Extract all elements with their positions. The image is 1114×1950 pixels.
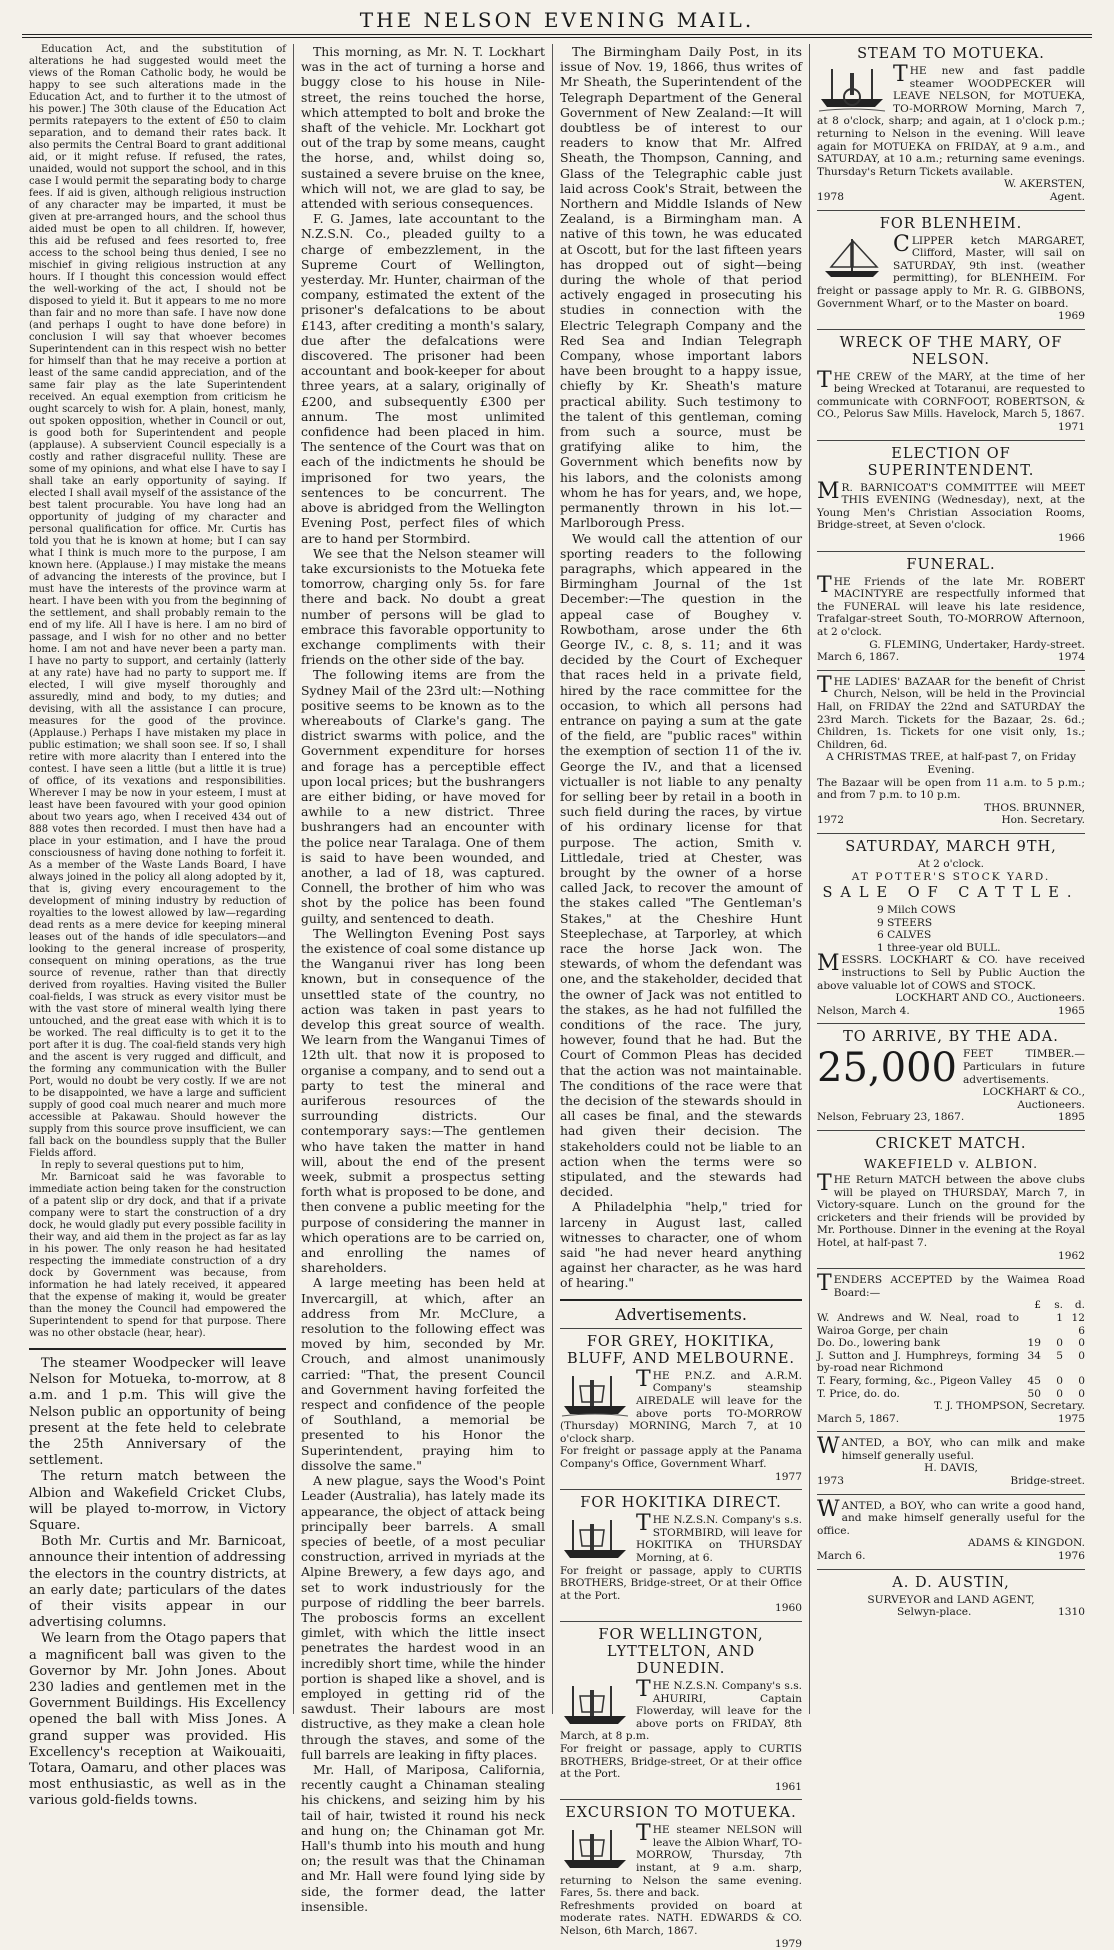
masthead: THE NELSON EVENING MAIL. (359, 8, 755, 32)
steamship-icon (560, 1682, 630, 1728)
ad-steam-motueka (817, 46, 1085, 204)
ad-heading: A. D. AUSTIN, (892, 1574, 1010, 1591)
ad-heading: STEAM TO MOTUEKA. (857, 46, 1045, 62)
drop-cap: T (893, 62, 908, 87)
tenders-table (817, 1299, 1085, 1400)
ad-bazaar (817, 672, 1085, 827)
ad-body: HE Return MATCH between the above clubs will be played on THURSDAY, March 7, in Victory-square. Lunch on the ground for the cricketers and their friends will be provided by Mr. Porthouse. Dinner in the evening at the Royal Hotel, at half-past 7. (817, 1174, 1085, 1249)
ad-footer: For freight or passage, apply to CURTIS BROTHERS, Bridge-street, Or at their office at the Port. (560, 1742, 802, 1781)
column-header: s. (1054, 1299, 1063, 1312)
ad-signature: LOCKHART & CO., Auctioneers. (982, 1086, 1085, 1111)
news-paragraph: The steamer Woodpecker will leave Nelson for Motueka, to-morrow, at 8 a.m. and 1 p.m. This will give the Nelson public an opportunity of being present at the fete held to celebrate the 25th Anniversary of the settlement. (29, 1356, 286, 1469)
ad-heading: SATURDAY, MARCH 9TH, (845, 838, 1057, 855)
ad-role: Agent. (1049, 190, 1085, 203)
column-1 (22, 44, 294, 1809)
ad-body: ANTED, a BOY, who can milk and make himself generally useful. (841, 1437, 1085, 1462)
timber-quantity: 25,000 (817, 1045, 957, 1092)
ad-divider (817, 440, 1085, 441)
column-4 (810, 44, 1092, 1714)
paddle-steamer-icon (817, 67, 887, 113)
ad-hokitika-direct (560, 1495, 802, 1615)
ad-wanted-boy-2 (817, 1496, 1085, 1563)
news-paragraph: The following items are from the Sydney Mail of the 23rd ult:—Nothing positive seems to be known as to the whereabouts of Clarke's gang. The district swarms with police, and the Government expenditure for horses and forage has a perceptible effect upon local prices; but the bushrangers are either biding, or have moved for awhile to a new district. Three bushrangers had an encounter with the police near Taralaga. One of them is said to have been wounded, and another, a lad of 18, was captured. Connell, the brother of him who was shot by the police has been found guilty, and sentenced to death. (301, 667, 545, 926)
ad-number: 1973 (817, 1475, 844, 1488)
ad-funeral (817, 557, 1085, 664)
column-2 (294, 44, 553, 1914)
ad-footer: For freight or passage apply at the Panama Company's Office, Government Wharf. (560, 1445, 802, 1471)
table-row (817, 1375, 1085, 1388)
ad-body: LIPPER ketch MARGARET, Clifford, Master, will sail on SATURDAY, 9th inst. (weather permitting), for BLENHEIM. For freight or passage apply to Mr. R. G. GIBBONS, Government Wharf, or to the Master on board. (817, 234, 1085, 310)
ad-number: 1965 (1058, 1004, 1085, 1017)
ad-heading: CRICKET MATCH. (875, 1136, 1027, 1152)
ad-divider (817, 329, 1085, 330)
table-row (817, 1350, 1085, 1375)
table-row (817, 1337, 1085, 1350)
news-paragraph: F. G. James, late accountant to the N.Z.S.N. Co., pleaded guilty to a charge of embezzlement, in the Supreme Court of Wellington, yesterday. Mr. Hunter, chairman of the company, estimated the extent of the prisoner's defalcations to be about £143, after crediting a month's salary, due after the defalcations were discovered. The prisoner had been accountant and book-keeper for about three years, at a salary, originally of £200, and subsequently £300 per annum. The most unlimited confidence had been placed in him. The sentence of the Court was that on each of the indictments he should be imprisoned for two years, the sentences to be concurrent. The above is abridged from the Wellington Evening Post, perfect files of which are to hand per Stormbird. (301, 211, 545, 546)
ad-number: 1974 (1058, 651, 1085, 664)
tender-pounds: 45 (1027, 1374, 1041, 1387)
ad-line: AT POTTER'S STOCK YARD. (851, 870, 1051, 883)
news-paragraph: We would call the attention of our sporting readers to the following paragraphs, which appeared in the Birmingham Journal of the 1st December:—The question in the appeal case of Boughey v. Rowbotham, arose under the 6th George IV., c. 8, s. 11; and it was decided by the Court of Exchequer that races held in a private field, hired by the race committee for the occasion, to which all persons had entrance on paying a sum at the gate of the field, are "public races" within the exemption of section 11 of the iv. George the IV., and that a licensed victualler is not liable to any penalty for selling beer by retail in a booth in such field during the races, by virtue of his ordinary license for that purpose. The action, Smith v. Littledale, tried at Chester, was brought by the owner of a horse called Jack, to recover the amount of the stakes called "The Gentleman's Stakes," at the Cheshire Hunt Steeplechase, at Tarporley, at which race the horse Jack won. The stewards, of whom the defendant was one, and the stakeholder, decided that the owner of Jack was not entitled to the stakes, as he had not fulfilled the conditions of the race. The jury, however, found that he had. But the Court of Common Pleas has decided that the action was not maintainable. The conditions of the race were that the decision of the stewards should in all cases be final, and the stewards had given their decision. The stakeholders could not be liable to an action when the terms were so stipulated, and the stewards had decided. (560, 530, 802, 1200)
news-paragraph: We learn from the Otago papers that a magnificent ball was given to the Governor by Mr. John Jones. About 230 ladies and gentlemen met in the Government Buildings. His Excellency opened the ball with Miss Jones. A grand supper was provided. His Excellency's reception at Waikouaiti, Totara, Oamaru, and other places was most enthusiastic, as well as in the various gold-fields towns. (29, 1631, 286, 1809)
drop-cap: W (817, 1496, 840, 1522)
column-3 (553, 44, 810, 1950)
table-row (817, 1312, 1085, 1337)
ad-divider (817, 670, 1085, 671)
ad-heading: WRECK OF THE MARY, OF NELSON. (839, 334, 1063, 368)
ad-line: The Bazaar will be open from 11 a.m. to 5 p.m.; and from 7 p.m. to 10 p.m. (817, 776, 1085, 802)
drop-cap: T (817, 572, 832, 598)
ad-timber (817, 1029, 1085, 1124)
news-paragraph: A large meeting has been held at Invercargill, at which, after an address from Mr. McClure, a resolution to the following effect was moved by him, seconded by Mr. Crouch, and almost unanimously carried: "That, the present Council and Government having forfeited the respect and confidence of the people of Southland, a memorial be presented to his Honor the Superintendent, praying him to dissolve the same." (301, 1275, 545, 1473)
columns (22, 44, 1092, 1950)
tender-name: T. Feary, forming, &c., Pigeon Valley (817, 1374, 1012, 1387)
ad-tenders (817, 1271, 1085, 1425)
speech-paragraph: Education Act, and the substitution of alterations he had suggested would meet the views of the Roman Catholic body, he would be happy to see such alterations made in the Education Act, and to further it to the utmost of his power.] The 30th clause of the Education Act permits ratepayers to the extent of £50 to claim separation, and to demand their rates back. It also permits the Central Board to grant additional aid, or it might refuse. If refused, the rates, unaided, would not support the school, and in this case I would permit the separating body to charge fees. If aid is given, although religious instruction of any character may be imparted, it must be given at pre-arranged hours, and the school thus aided must be open to all children. If, however, this aid be refused and fees resorted to, free access to the school being thus denied, I see no mischief in giving religious instruction at any hours. If I thought this concession would effect the well-working of the act, I should not be disposed to yield it. But it appears to me no more than fair and no more than safe. I have now done (and perhaps I ought to have done before) in conclusion I will say that whoever becomes Superintendent can in this respect wish no better for himself than that he may receive a portion at least of the same candid appreciation, and of the same fair play as the late Superintendent received. An equal exemption from criticism he ought scarcely to wish for. A plain, honest, manly, out spoken opposition, whether in Council or out, is good both for Superintendent and people (applause). A subservient Council especially is a costly and rather disgraceful nullity. These are some of my opinions, and what else I have to say I shall take an early opportunity of saying. If elected I shall avail myself of the assistance of the best talent procurable. You have long had an opportunity of judging of my character and personal qualification for office. Mr. Curtis has told you that he is known at home; but I can say what I think is much more to the purpose, I am known here. (Applause.) I may mistake the means of advancing the interests of the province, but I must have the interests of the province warm at heart. I have been with you from the beginning of the settlement, and shall probably remain to the end of my life. All I have is here. I am no bird of passage, and I wish for no other and no better home. I am not and have never been a party man. I have no party to support, and certainly (latterly at any rate) have had no party to support me. If elected, I will give myself thoroughly and assuredly, mind and body, to my duties; and devising, with all the assistance I can procure, measures for the good of the province. (Applause.) Perhaps I have mistaken my place in public estimation; we shall soon see. If so, I shall retire with more alacrity than I entered into the contest. I have seen a little (but a little it is true) of office, of its vexations and responsibilities. Wherever I may be now in your esteem, I must at least have been favoured with your good opinion about two years ago, when I received 434 out of 888 votes then recorded. I must then have had a place in your estimation, and I have the proud consciousness of having done nothing to forfeit it. As a member of the Waste Lands Board, I have always joined in the policy all along adopted by it, that is, giving every encouragement to the development of mining industry by reduction of royalties to the lowest allowed by law—regarding dead rents as a mere device for keeping mineral leases out of the hands of idle speculators—and looking to the general increase of prosperity, consequent on mining operations, as the true source of revenue, rather than that directly derived from royalties. Having visited the Buller coal-fields, I was struck as every visitor must be with the vast store of mineral wealth lying there untouched, and the great ease with which it is to be worked. The real difficulty is to get it to the port after it is dug. The coal-field stands very high and the ascent is very rugged and difficult, and the forming any communication with the Buller Port, would no doubt be very costly. If we are not to be disappointed, we have a large and sufficient supply of good coal much nearer and much more accessible at Pakawau. Should however the supply from this source prove insufficient, we can fall back on the boundless supply that the Buller Fields afford. (29, 44, 286, 1159)
ad-body: HE steamer NELSON will leave the Albion Wharf, TO-MORROW, Thursday, 7th instant, at 9 a.m. sharp, returning to Nelson the same evening. Fares, 5s. there and back. (560, 1824, 802, 1900)
tender-pounds: 50 (1027, 1387, 1041, 1400)
drop-cap: T (817, 672, 832, 698)
ad-date: Nelson, March 4. (817, 1004, 910, 1017)
cattle-item: 9 STEERS (877, 916, 933, 929)
speech-paragraph: In reply to several questions put to him, (41, 1160, 245, 1171)
ad-signature: THOS. BRUNNER, (984, 801, 1085, 814)
ad-number: 1976 (1058, 1550, 1085, 1563)
ad-divider (560, 1489, 802, 1490)
drop-cap: M (817, 951, 840, 977)
ad-heading: FOR HOKITIKA DIRECT. (580, 1495, 782, 1512)
ad-body: HE P.N.Z. and A.R.M. Company's steamship AIREDALE will leave for the above ports TO-MORROW (Thursday) MORNING, March 7, at 10 o'clock sharp. (560, 1369, 802, 1445)
tender-name: T. Price, do. do. (817, 1387, 900, 1400)
drop-cap: T (817, 1271, 832, 1297)
drop-cap: T (817, 1171, 832, 1196)
ad-cricket (817, 1136, 1085, 1262)
tender-pence: 0 (1078, 1349, 1085, 1362)
ad-body: HE Friends of the late Mr. ROBERT MACINTYRE are respectfully informed that the FUNERAL will leave his late residence, Trafalgar-street South, TO-MORROW Afternoon, at 2 o'clock. (817, 575, 1085, 638)
tender-shillings: 0 (1056, 1337, 1063, 1350)
ad-blenheim (817, 216, 1085, 323)
ad-divider (817, 1023, 1085, 1024)
ad-number: 1960 (775, 1602, 802, 1615)
ad-heading: FOR WELLINGTON, LYTTELTON, AND DUNEDIN. (598, 1626, 764, 1677)
cattle-item: 1 three-year old BULL. (877, 941, 1001, 954)
ad-body: ENDERS ACCEPTED by the Waimea Road Board:— (833, 1274, 1085, 1299)
ad-subheading: WAKEFIELD v. ALBION. (863, 1156, 1039, 1171)
ad-surveyor (817, 1575, 1085, 1619)
ad-number: 1979 (775, 1937, 802, 1950)
ad-body: FEET TIMBER.—Particulars in future advertisements. (962, 1048, 1085, 1086)
ad-signature: G. FLEMING, Undertaker, Hardy-street. (869, 638, 1085, 651)
drop-cap: W (817, 1434, 840, 1460)
ad-number: 1966 (1058, 532, 1085, 545)
ad-body: HE new and fast paddle steamer WOODPECKER will LEAVE NELSON, for MOTUEKA, TO-MORROW Morning, March 7, at 8 o'clock, sharp; and again, at 1 o'clock p.m.; returning to Nelson in the evening. Will leave again for MOTUEKA on FRIDAY, at 9 a.m., and SATURDAY, at 10 a.m.; returning same evenings. Thursday's Return Tickets available. (817, 65, 1085, 178)
ad-number: 1978 (817, 190, 844, 203)
ad-wanted-boy-1 (817, 1434, 1085, 1488)
news-paragraph: We see that the Nelson steamer will take excursionists to the Motueka fete tomorrow, charging only 5s. for fare there and back. No doubt a great number of persons will be glad to embrace this favorable opportunity to exchange compliments with their friends on the other side of the bay. (301, 545, 545, 668)
ad-body: HE N.Z.S.N. Company's s.s. AHURIRI, Captain Flowerday, will leave for the above ports on FRIDAY, 8th March, at 8 p.m. (560, 1679, 802, 1743)
steamship-icon (560, 1826, 630, 1872)
ad-divider (817, 1130, 1085, 1131)
speech-paragraph: Mr. Barnicoat said he was favorable to immediate action being taken for the construction of a patent slip or dry dock, and that if a private company were to start the construction of a dry dock, he would gladly put every possible facility in their way, and aid them in the project as far as lay in his power. The only reason he had hesitated respecting the immediate construction of a dry dock by Government was because, from information he had lately received, it appeared that the expense of making it, would be greater than the money the Council had empowered the Superintendent to spend for that purpose. There was no other obstacle (hear, hear). (29, 1172, 286, 1339)
table-row (817, 1388, 1085, 1401)
ad-number: 1969 (1058, 310, 1085, 323)
ad-body: R. BARNICOAT'S COMMITTEE will MEET THIS EVENING (Wednesday), next, at the Young Men's Christian Association Rooms, Bridge-street, at Seven o'clock. (817, 481, 1085, 532)
tender-shillings: 1 (1056, 1311, 1063, 1324)
ad-line: A CHRISTMAS TREE, at half-past 7, on Friday Evening. (826, 751, 1076, 776)
ad-divider (560, 1328, 802, 1329)
advertisements-heading: Advertisements. (615, 1304, 747, 1324)
ad-signature: LOCKHART AND CO., Auctioneers. (895, 992, 1085, 1005)
ad-line: SURVEYOR and LAND AGENT, (867, 1593, 1035, 1606)
ad-number: 1971 (1058, 421, 1085, 434)
tender-pounds: 34 (1027, 1349, 1041, 1362)
ad-divider (817, 1268, 1085, 1269)
news-paragraph: The Wellington Evening Post says the existence of coal some distance up the Wanganui river has long been known, but in consequence of the unsettled state of the country, no action was taken in past years to develop this great source of wealth. We learn from the Wanganui Times of 12th ult. that now it is proposed to organise a company, and to send out a party to test the mineral and auriferous resources of the surrounding districts. Our contemporary says:—The gentlemen who have taken the matter in hand will, about the end of the present week, submit a prospectus setting forth what is proposed to be done, and then convene a public meeting for the purpose of considering the manner in which operations are to be carried on, and enrolling the names of shareholders. (301, 925, 545, 1276)
ad-role: Hon. Secretary. (1001, 814, 1085, 827)
ad-date: Nelson, February 23, 1867. (817, 1111, 965, 1124)
ad-number: 1310 (1058, 1606, 1085, 1619)
news-paragraph: The return match between the Albion and Wakefield Cricket Clubs, will be played to-morrow, in Victory Square. (29, 1469, 286, 1534)
ad-number: 1895 (1058, 1111, 1085, 1124)
drop-cap: T (636, 1821, 651, 1847)
ad-footer: For freight or passage, apply to CURTIS BROTHERS, Bridge-street, Or at their Office at the Port. (560, 1564, 802, 1602)
drop-cap: T (636, 1511, 651, 1537)
ad-cattle-sale (817, 839, 1085, 1018)
ad-body: HE LADIES' BAZAAR for the benefit of Christ Church, Nelson, will be held in the Provincial Hall, on FRIDAY the 22nd and SATURDAY the 23rd March. Tickets for the Bazaar, 2s. 6d.; Children, 1s. Tickets for one visit only, 1s.; Children, 6d. (817, 675, 1085, 751)
ad-body: ESSRS. LOCKHART & CO. have received instructions to Sell by Public Auction the above valuable lot of COWS and STOCK. (817, 954, 1085, 992)
drop-cap: T (636, 1366, 651, 1392)
column-header: d. (1074, 1299, 1085, 1312)
ad-body: ANTED, a BOY, who can write a good hand, and make himself generally useful for the office. (817, 1499, 1085, 1537)
ad-signature: ADAMS & KINGDON. (967, 1537, 1085, 1550)
news-paragraph: The Birmingham Daily Post, in its issue of Nov. 19, 1866, thus writes of Mr Sheath, the Superintendent of the Telegraph Department of the General Government of New Zealand:—It will doubtless be of interest to our readers to know that Mr. Alfred Sheath, the Thompson, Canning, and Glass of the Telegraphic cable just laid across Cook's Strait, between the Northern and Middle Islands of New Zealand, is a Birmingham man. A native of this town, he was educated at Oscott, but for the last fifteen years has dropped out of sight—being during the whole of that period actively engaged in prosecuting his studies in connection with the Electric Telegraph Company and the Red Sea and Indian Telegraph Company, whose important labors have been brought to a happy issue, chiefly by Kr. Sheath's mature practical ability. Such testimony to the talent of this gentleman, coming from such a source, must be gratifying alike to him, the Government which benefits now by his labors, and the colonists among whom he has for years, and, we hope, permanently thrown in his lot.—Marlborough Press. (560, 44, 802, 531)
ad-divider (560, 1799, 802, 1800)
ad-number: 1977 (775, 1470, 802, 1483)
news-paragraph: Mr. Hall, of Mariposa, California, recently caught a Chinaman stealing his chickens, and seizing him by his tail of hair, twisted it round his neck and hung on; the Chinaman got Mr. Hall's thumb into his mouth and hung on; the result was that the Chinaman and Mr. Hall were found lying side by side, the former dead, the latter insensible. (301, 1761, 545, 1914)
column-divider (29, 1348, 286, 1350)
ad-body: HE N.Z.S.N. Company's s.s. STORMBIRD, will leave for HOKITIKA on THURSDAY Morning, at 6. (636, 1514, 802, 1564)
ad-divider (817, 1494, 1085, 1495)
drop-cap: M (817, 478, 840, 504)
column-header: £ (1034, 1299, 1041, 1312)
ad-heading: ELECTION OF SUPERINTENDENT. (867, 445, 1035, 479)
drop-cap: T (636, 1676, 651, 1702)
tender-pence: 0 (1078, 1387, 1085, 1400)
ad-divider (817, 1569, 1085, 1570)
ad-signature: H. DAVIS, (924, 1462, 978, 1475)
tender-name: W. Andrews and W. Neal, road to Wairoa Gorge, per chain (817, 1311, 1019, 1337)
ad-election (817, 446, 1085, 545)
ad-divider (817, 210, 1085, 211)
news-paragraph: Both Mr. Curtis and Mr. Barnicoat, announce their intention of addressing the electors in the country districts, at an early date; particulars of the dates of their visits appear in our advertising columns. (29, 1534, 286, 1631)
ad-wreck (817, 335, 1085, 434)
drop-cap: C (893, 231, 910, 257)
ad-number: 1961 (775, 1780, 802, 1793)
ad-address: Selwyn-place. (897, 1606, 972, 1619)
ad-grey-hokitika (560, 1334, 802, 1483)
ad-heading: SALE OF CATTLE. (822, 885, 1080, 902)
tender-pence: 12 6 (1071, 1311, 1085, 1337)
tender-pounds (1019, 1312, 1041, 1337)
tender-shillings: 0 (1056, 1374, 1063, 1387)
cattle-item: 6 CALVES (877, 929, 932, 942)
cattle-item: 9 Milch COWS (877, 904, 956, 917)
ad-body: HE CREW of the MARY, at the time of her being Wrecked at Totaranui, are requested to communicate with CORNFOOT, ROBERTSON, & CO., Pelorus Saw Mills. Havelock, March 5, 1867. (817, 370, 1085, 421)
ad-signature: W. AKERSTEN, (1003, 178, 1085, 191)
ad-date: March 6. (817, 1550, 866, 1563)
ad-divider (817, 833, 1085, 834)
steamship-icon (560, 1372, 630, 1418)
ad-line: At 2 o'clock. (918, 857, 984, 870)
tender-pence: 0 (1078, 1337, 1085, 1350)
drop-cap: T (817, 367, 832, 393)
tender-shillings: 5 (1056, 1349, 1063, 1362)
ad-footer: Refreshments provided on board at moderate rates. NATH. EDWARDS & CO. Nelson, 6th March, 1867. (560, 1899, 802, 1938)
ad-number: 1972 (817, 814, 844, 827)
tender-shillings: 0 (1056, 1387, 1063, 1400)
ad-heading: FOR BLENHEIM. (879, 215, 1023, 232)
tender-name: J. Sutton and J. Humphreys, forming by-road near Richmond (817, 1349, 1019, 1375)
ad-wellington (560, 1627, 802, 1793)
ad-date: March 5, 1867. (817, 1412, 900, 1425)
news-paragraph: A new plague, says the Wood's Point Leader (Australia), has lately made its appearance, the object of attack being principally beer barrels. A small species of beetle, of a most peculiar construction, arrived in myriads at the Alpine Brewery, a few days ago, and set to work industriously for the purpose of riddling the beer barrels. The proboscis forms an excellent gimlet, with which the little insect penetrates the hardest wood in an incredibly short time, while the hinder portion is shaped like a shovel, and is employed in getting rid of the sawdust. Their labours are most distructive, as they make a clean hole through the staves, and some of the full barrels are leaking in fifty places. (301, 1473, 545, 1762)
ad-divider (817, 551, 1085, 552)
tender-pence: 0 (1078, 1374, 1085, 1387)
ad-heading: EXCURSION TO MOTUEKA. (565, 1805, 797, 1822)
masthead-rule (22, 34, 1092, 38)
ad-signature: T. J. THOMPSON, Secretary. (933, 1400, 1085, 1413)
ad-number: 1975 (1058, 1412, 1085, 1425)
sailing-ketch-icon (817, 237, 887, 283)
table-header-row (817, 1299, 1085, 1312)
news-paragraph: A Philadelphia "help," tried for larceny in August last, called witnesses to character, one of whom said "he had never heard anything against her character, as he was hard of hearing." (560, 1199, 802, 1291)
ad-divider (560, 1621, 802, 1622)
section-divider (560, 1299, 802, 1301)
tender-pounds: 19 (1027, 1337, 1041, 1350)
ad-heading: TO ARRIVE, BY THE ADA. (843, 1029, 1059, 1046)
news-paragraph: This morning, as Mr. N. T. Lockhart was in the act of turning a horse and buggy close to his house in Nile-street, the reins touched the horse, which attempted to bolt and broke the shaft of the vehicle. Mr. Lockhart got out of the trap by some means, caught the horse, and, whilst doing so, sustained a severe bruise on the knee, which will not, we are glad to say, be attended with serious consequences. (301, 44, 545, 212)
ad-address: Bridge-street. (1010, 1475, 1085, 1488)
ad-number: 1962 (1058, 1249, 1085, 1262)
ad-divider (817, 1431, 1085, 1432)
ad-date: March 6, 1867. (817, 651, 900, 664)
tender-name: Do. Do., lowering bank (817, 1337, 941, 1350)
ad-heading: FUNERAL. (906, 556, 996, 573)
ad-excursion (560, 1805, 802, 1950)
steamship-icon (560, 1516, 630, 1562)
ad-heading: FOR GREY, HOKITIKA, BLUFF, AND MELBOURNE. (566, 1333, 796, 1367)
